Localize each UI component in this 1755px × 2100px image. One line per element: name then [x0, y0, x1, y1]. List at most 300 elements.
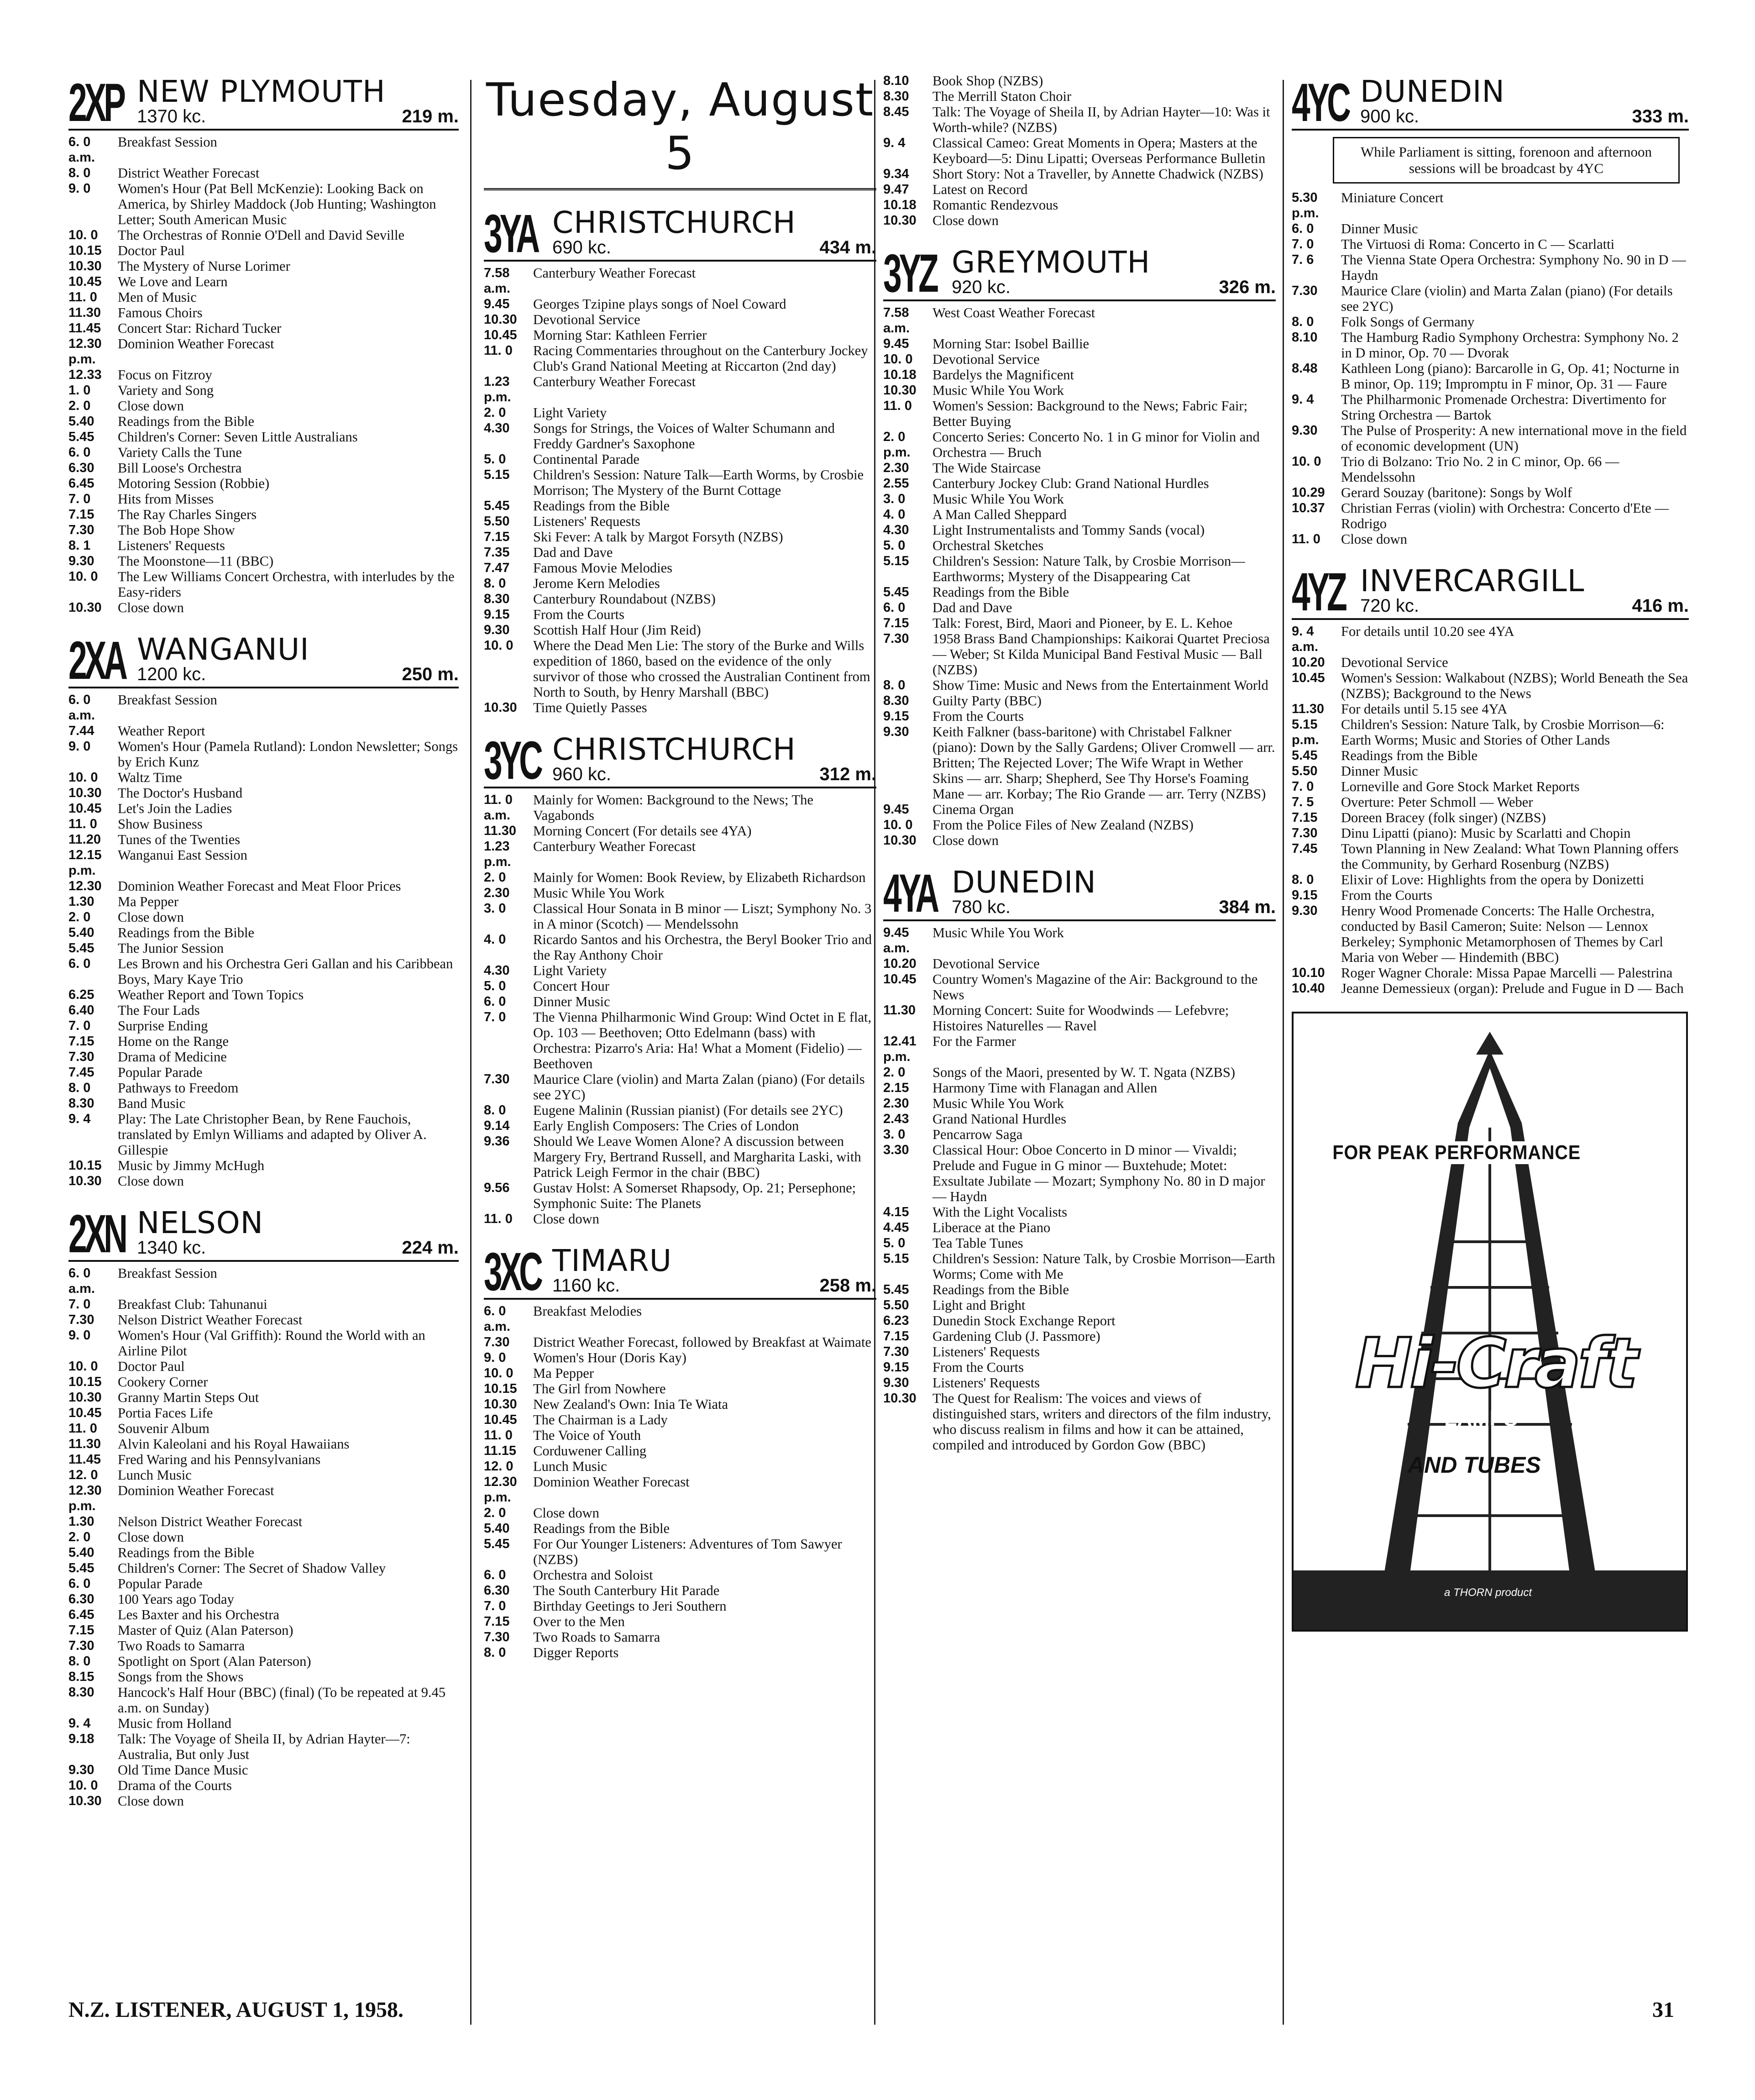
programme-title: Gardening Club (J. Passmore): [933, 1328, 1100, 1344]
programme-title: Romantic Rendezvous: [933, 197, 1058, 213]
programme-time: 7.30: [1292, 826, 1318, 840]
programme-entry: [68, 816, 459, 832]
programme-time: 11.30: [883, 1003, 916, 1018]
page-date-heading: Tuesday, August 5: [484, 73, 876, 190]
advert-maker: a THORN product: [1444, 1586, 1532, 1599]
programme-title: Hancock's Half Hour (BBC) (final) (To be repeated at 9.45 a.m. on Sunday): [118, 1685, 446, 1716]
programme-title: Canterbury Jockey Club: Grand National Hurdles: [933, 476, 1209, 491]
programme-time: 7.44: [68, 724, 94, 738]
programme-entry: [1292, 903, 1689, 965]
programme-title: The Moonstone—11 (BBC): [118, 553, 274, 569]
programme-time: 9.18: [68, 1732, 94, 1746]
programme-title: Overture: Peter Schmoll — Weber: [1341, 794, 1533, 810]
programme-time: 2. 0: [484, 870, 506, 885]
programme-time: 9.45: [883, 802, 909, 817]
programme-time: 6. 0: [484, 1568, 506, 1582]
programme-entry: [484, 870, 876, 885]
programme-entry: [1292, 887, 1689, 903]
programme-entry: [1292, 717, 1689, 748]
programme-entry: [484, 591, 876, 607]
programme-entry: [68, 1669, 459, 1685]
programme-title: The Vienna State Opera Orchestra: Symphony No. 90 in D — Haydn: [1341, 252, 1686, 283]
programme-entry: [484, 452, 876, 467]
programme-title: Roger Wagner Chorale: Missa Papae Marcelli — Palestrina: [1341, 965, 1673, 981]
column-2: [484, 73, 876, 1676]
programme-title: For Our Younger Listeners: Adventures of Tom Sawyer (NZBS): [533, 1536, 842, 1567]
programme-title: Children's Session: Nature Talk, by Crosbie Morrison—6: Earth Worms; Music and Stories of Other Lands: [1341, 717, 1665, 748]
programme-entry: [484, 1567, 876, 1583]
programme-time: 9.30: [1292, 903, 1318, 918]
programme-title: Music While You Work: [533, 885, 665, 901]
programme-entry: [484, 265, 876, 296]
programme-entry: [68, 1778, 459, 1793]
programme-title: Light Variety: [533, 963, 607, 978]
programme-title: Ma Pepper: [118, 894, 178, 909]
station-heading: [552, 732, 876, 785]
programme-title: Trio di Bolzano: Trio No. 2 in C minor, Op. 66 — Mendelssohn: [1341, 454, 1619, 485]
programme-title: Listeners' Requests: [933, 1375, 1040, 1391]
programme-title: Weather Report and Town Topics: [118, 987, 304, 1003]
programme-entry: [68, 1452, 459, 1467]
programme-time: 8. 0: [68, 166, 91, 180]
programme-entry: [883, 398, 1276, 429]
programme-list: [68, 134, 459, 615]
programme-title: Two Roads to Samarra: [118, 1638, 245, 1654]
station-city: TIMARU: [552, 1243, 672, 1278]
programme-title: Readings from the Bible: [933, 1282, 1069, 1297]
programme-entry: [1292, 236, 1689, 252]
programme-entry: [68, 445, 459, 460]
programme-entry: [883, 1360, 1276, 1375]
programme-entry: [68, 1638, 459, 1654]
programme-time: 7. 0: [1292, 779, 1314, 794]
programme-time: 7.30: [68, 1050, 94, 1064]
programme-entry: [484, 994, 876, 1009]
programme-time: 6. 0 a.m.: [484, 1304, 511, 1334]
programme-title: Short Story: Not a Traveller, by Annette Chadwick (NZBS): [933, 166, 1263, 182]
programme-time: 2.30: [883, 461, 909, 475]
programme-entry: [1292, 252, 1689, 283]
programme-time: 10.45: [68, 1406, 102, 1420]
programme-entry: [68, 553, 459, 569]
programme-time: 2. 0: [484, 1506, 506, 1520]
programme-title: Where the Dead Men Lie: The story of the Burke and Wills expedition of 1860, based on the evidence of the only survivor of those who crossed the Australian Continent from North to South, by Henry Marshall (BBC): [533, 638, 870, 700]
programme-entry: [68, 476, 459, 491]
programme-title: Les Baxter and his Orchestra: [118, 1607, 280, 1622]
programme-entry: [883, 1034, 1276, 1065]
programme-entry: [1292, 392, 1689, 423]
programme-time: 10.15: [68, 1375, 102, 1389]
programme-time: 6.25: [68, 987, 94, 1002]
programme-title: Pencarrow Saga: [933, 1127, 1023, 1142]
programme-title: Close down: [118, 600, 184, 615]
station-city: CHRISTCHURCH: [552, 205, 796, 240]
programme-entry: [484, 1071, 876, 1102]
programme-title: Show Business: [118, 816, 203, 832]
programme-title: Mainly for Women: Book Review, by Elizabeth Richardson: [533, 870, 866, 885]
programme-title: Georges Tzipine plays songs of Noel Coward: [533, 296, 786, 312]
programme-time: 5. 0: [484, 979, 506, 993]
programme-title: District Weather Forecast: [118, 165, 260, 181]
programme-time: 10. 0: [484, 638, 513, 653]
programme-title: Devotional Service: [933, 352, 1040, 367]
programme-title: Doctor Paul: [118, 243, 185, 258]
programme-title: West Coast Weather Forecast: [933, 305, 1095, 320]
programme-entry: [68, 785, 459, 801]
programme-title: Elixir of Love: Highlights from the opera by Donizetti: [1341, 872, 1645, 887]
programme-entry: [68, 522, 459, 538]
programme-entry: [484, 1629, 876, 1645]
programme-entry: [484, 560, 876, 576]
programme-time: 5.50: [883, 1298, 909, 1312]
programme-title: Miniature Concert: [1341, 190, 1444, 205]
programme-entry: [883, 1142, 1276, 1204]
station-header: [68, 73, 459, 131]
programme-time: 6. 0 a.m.: [68, 135, 95, 165]
programme-entry: [484, 1381, 876, 1396]
programme-time: 2. 0: [68, 399, 91, 413]
station-heading: [552, 1243, 876, 1296]
programme-time: 10.30: [484, 312, 517, 327]
programme-title: Motoring Session (Robbie): [118, 476, 270, 491]
programme-entry: [883, 817, 1276, 833]
programme-title: Harmony Time with Flanagan and Allen: [933, 1080, 1158, 1096]
programme-entry: [68, 1018, 459, 1034]
programme-title: Close down: [533, 1505, 599, 1521]
programme-time: 5.15: [484, 467, 510, 482]
column-rule: [1283, 80, 1284, 2025]
programme-time: 9.15: [883, 1360, 909, 1375]
programme-title: Ski Fever: A talk by Margot Forsyth (NZBS): [533, 529, 783, 545]
programme-entry: [68, 134, 459, 165]
programme-entry: [68, 1685, 459, 1716]
programme-entry: [883, 1344, 1276, 1360]
programme-time: 3. 0: [883, 492, 906, 506]
station-wavelength: 312 m.: [819, 764, 876, 784]
programme-time: 8.30: [883, 89, 909, 104]
programme-entry: [883, 213, 1276, 228]
station-block: [484, 731, 876, 1227]
programme-title: Early English Composers: The Cries of London: [533, 1118, 799, 1134]
programme-time: 6.45: [68, 476, 94, 491]
programme-time: 9.45: [883, 336, 909, 351]
programme-title: The Pulse of Prosperity: A new international move in the field of economic development (UN): [1341, 423, 1687, 454]
programme-time: 6. 0: [1292, 221, 1314, 236]
programme-entry: [1292, 624, 1689, 655]
programme-entry: [883, 925, 1276, 956]
programme-title: Women's Session: Background to the News; Fabric Fair; Better Buying: [933, 398, 1248, 429]
programme-time: 11. 0: [484, 343, 513, 358]
station-block: [68, 1204, 459, 1809]
programme-title: From the Courts: [933, 709, 1024, 724]
programme-title: Tunes of the Twenties: [118, 832, 241, 847]
programme-list: [484, 792, 876, 1227]
programme-entry: [68, 723, 459, 739]
programme-title: Cookery Corner: [118, 1374, 208, 1390]
programme-title: The Wide Staircase: [933, 460, 1041, 476]
station-header: [883, 863, 1276, 924]
station-wavelength: 434 m.: [819, 237, 876, 257]
station-callsign: 2XA: [68, 630, 125, 691]
programme-entry: [484, 1428, 876, 1443]
programme-title: Book Shop (NZBS): [933, 73, 1043, 89]
station-heading: [552, 205, 876, 258]
station-block: [68, 73, 459, 615]
station-heading: [1360, 563, 1689, 616]
programme-title: Guilty Party (BBC): [933, 693, 1042, 709]
programme-entry: [1292, 841, 1689, 872]
programme-title: Listeners' Requests: [118, 538, 225, 553]
programme-time: 7.15: [68, 1034, 94, 1049]
station-callsign: 2XP: [68, 72, 123, 133]
programme-entry: [68, 1065, 459, 1080]
programme-time: 9. 0: [68, 739, 91, 754]
programme-list: [883, 925, 1276, 1453]
programme-title: Variety Calls the Tune: [118, 445, 242, 460]
programme-entry: [883, 553, 1276, 584]
programme-title: Racing Commentaries throughout on the Canterbury Jockey Club's Grand National Meeting at Riccarton (2nd day): [533, 343, 868, 374]
programme-time: 5.45: [883, 585, 909, 599]
programme-title: Old Time Dance Music: [118, 1762, 248, 1778]
station-city: DUNEDIN: [952, 865, 1096, 900]
programme-title: Corduwener Calling: [533, 1443, 647, 1459]
programme-time: 5.45: [68, 941, 94, 956]
programme-title: Bill Loose's Orchestra: [118, 460, 242, 476]
programme-title: Talk: The Voyage of Sheila II, by Adrian Hayter—10: Was it Worth-while? (NZBS): [933, 104, 1270, 135]
programme-title: Waltz Time: [118, 770, 182, 785]
programme-title: New Zealand's Own: Inia Te Wiata: [533, 1396, 728, 1412]
programme-time: 8.45: [883, 105, 909, 119]
programme-entry: [1292, 423, 1689, 454]
programme-title: Drama of the Courts: [118, 1778, 232, 1793]
programme-entry: [883, 429, 1276, 460]
programme-entry: [68, 739, 459, 770]
programme-time: 5. 0: [883, 538, 906, 553]
programme-entry: [68, 1576, 459, 1591]
programme-entry: [484, 405, 876, 420]
programme-entry: [484, 622, 876, 638]
programme-title: Dinu Lipatti (piano): Music by Scarlatti and Chopin: [1341, 825, 1631, 841]
programme-title: Popular Parade: [118, 1065, 203, 1080]
station-frequency: 690 kc.: [552, 237, 611, 257]
programme-entry: [1292, 825, 1689, 841]
programme-title: District Weather Forecast, followed by Breakfast at Waimate: [533, 1334, 871, 1350]
programme-entry: [68, 878, 459, 894]
page-number: 31: [1652, 1998, 1674, 2022]
programme-time: 9.30: [68, 1763, 94, 1777]
programme-title: Children's Session: Nature Talk, by Crosbie Morrison—Earth Worms; Come with Me: [933, 1251, 1275, 1282]
programme-entry: [1292, 763, 1689, 779]
programme-title: Mainly for Women: Background to the News; The Vagabonds: [533, 792, 813, 823]
programme-entry: [883, 507, 1276, 522]
programme-entry: [68, 507, 459, 522]
programme-time: 2. 0: [68, 1530, 91, 1544]
programme-entry: [883, 305, 1276, 336]
programme-entry: [883, 1251, 1276, 1282]
programme-entry: [484, 374, 876, 405]
programme-time: 5.40: [68, 925, 94, 940]
programme-entry: [484, 978, 876, 994]
station-header: [1292, 562, 1689, 620]
programme-entry: [68, 367, 459, 383]
programme-title: Weather Report: [118, 723, 205, 739]
programme-time: 7.30: [484, 1072, 510, 1087]
station-frequency: 1200 kc.: [137, 664, 206, 684]
programme-entry: [883, 1065, 1276, 1080]
programme-entry: [883, 971, 1276, 1003]
programme-entry: [484, 312, 876, 327]
programme-title: 100 Years ago Today: [118, 1591, 234, 1607]
programme-title: Pathways to Freedom: [118, 1080, 239, 1096]
programme-entry: [68, 894, 459, 909]
programme-time: 10.30: [883, 833, 917, 848]
station-city: INVERCARGILL: [1360, 563, 1585, 598]
programme-title: The Junior Session: [118, 940, 224, 956]
programme-title: Concerto Series: Concerto No. 1 in G minor for Violin and Orchestra — Bruch: [933, 429, 1260, 460]
programme-time: 10. 0: [68, 770, 98, 785]
programme-title: Nelson District Weather Forecast: [118, 1312, 303, 1328]
programme-title: Morning Star: Isobel Baillie: [933, 336, 1090, 352]
programme-time: 6. 0: [484, 994, 506, 1009]
station-frequency: 920 kc.: [952, 277, 1011, 297]
programme-title: The Mystery of Nurse Lorimer: [118, 258, 290, 274]
programme-entry: [883, 584, 1276, 600]
programme-title: Play: The Late Christopher Bean, by Rene Fauchois, translated by Emlyn Williams and adapted by Oliver A. Gillespie: [118, 1111, 427, 1158]
programme-entry: [484, 638, 876, 700]
programme-time: 10.45: [1292, 671, 1325, 685]
programme-title: The Hamburg Radio Symphony Orchestra: Symphony No. 2 in D minor, Op. 70 — Dvorak: [1341, 330, 1679, 361]
programme-entry: [484, 1598, 876, 1614]
programme-entry: [68, 1421, 459, 1436]
programme-entry: [883, 1282, 1276, 1297]
programme-title: Granny Martin Steps Out: [118, 1390, 259, 1405]
station-city: WANGANUI: [137, 632, 309, 667]
programme-time: 9.30: [68, 554, 94, 568]
station-callsign: 3XC: [484, 1241, 540, 1302]
programme-time: 10. 0: [484, 1366, 513, 1381]
programme-entry: [484, 1505, 876, 1521]
programme-entry: [484, 1303, 876, 1334]
programme-time: 8.30: [68, 1096, 94, 1111]
programme-list: [68, 692, 459, 1189]
programme-time: 12.30 p.m.: [484, 1475, 517, 1505]
programme-time: 11.45: [68, 321, 101, 336]
programme-title: Talk: The Voyage of Sheila II, by Adrian Hayter—7: Australia, But only Just: [118, 1731, 410, 1762]
programme-time: 12.33: [68, 368, 102, 382]
programme-time: 7.30: [68, 1638, 94, 1653]
programme-entry: [68, 274, 459, 289]
programme-list: [1292, 190, 1689, 547]
programme-title: Doctor Paul: [118, 1359, 185, 1374]
station-header: [68, 630, 459, 691]
station-city: GREYMOUTH: [952, 245, 1151, 280]
programme-entry: [68, 1297, 459, 1312]
programme-time: 10. 0: [883, 352, 913, 367]
programme-title: Famous Choirs: [118, 305, 203, 320]
programme-time: 7.15: [1292, 810, 1318, 825]
programme-time: 2.55: [883, 476, 909, 491]
programme-entry: [883, 677, 1276, 693]
programme-title: Music While You Work: [933, 1096, 1064, 1111]
programme-entry: [883, 336, 1276, 352]
programme-entry: [68, 940, 459, 956]
programme-title: Orchestral Sketches: [933, 538, 1044, 553]
programme-time: 10.30: [68, 1390, 102, 1405]
programme-title: Souvenir Album: [118, 1421, 210, 1436]
programme-entry: [68, 600, 459, 615]
station-block: [484, 1242, 876, 1660]
programme-entry: [68, 770, 459, 785]
programme-title: Doreen Bracey (folk singer) (NZBS): [1341, 810, 1546, 825]
programme-entry: [1292, 655, 1689, 670]
programme-list: [68, 1265, 459, 1809]
programme-entry: [68, 1622, 459, 1638]
programme-title: Classical Cameo: Great Moments in Opera; Masters at the Keyboard—5: Dinu Lipatti; Overseas Performance Bulletin: [933, 135, 1266, 166]
advert-brand: Hi-Craft: [1355, 1324, 1635, 1403]
programme-entry: [1292, 361, 1689, 392]
programme-title: Canterbury Roundabout (NZBS): [533, 591, 716, 607]
programme-entry: [68, 1080, 459, 1096]
programme-entry: [484, 963, 876, 978]
footer-issue: N.Z. LISTENER, AUGUST 1, 1958.: [68, 1998, 403, 2022]
programme-title: Listeners' Requests: [533, 514, 641, 529]
programme-time: 9.45 a.m.: [883, 925, 910, 956]
programme-entry: [484, 1474, 876, 1505]
programme-title: Music While You Work: [933, 491, 1064, 507]
programme-title: Orchestra and Soloist: [533, 1567, 653, 1583]
programme-time: 10.30: [883, 1391, 917, 1406]
programme-time: 10.30: [68, 1794, 102, 1808]
programme-time: 2.30: [883, 1096, 909, 1111]
programme-time: 10.15: [68, 243, 102, 258]
column-rule: [470, 80, 471, 2025]
programme-entry: [68, 956, 459, 987]
programme-entry: [883, 538, 1276, 553]
programme-title: Children's Session: Nature Talk—Earth Worms, by Crosbie Morrison; The Mystery of the Burnt Cottage: [533, 467, 864, 498]
arrow-icon: [1476, 1032, 1504, 1055]
programme-time: 10. 0: [883, 818, 913, 832]
programme-entry: [1292, 283, 1689, 314]
programme-title: Jeanne Demessieux (organ): Prelude and Fugue in D — Bach: [1341, 981, 1684, 996]
programme-time: 10.30: [68, 259, 102, 273]
programme-time: 8. 0: [484, 1103, 506, 1118]
programme-entry: [484, 1334, 876, 1350]
programme-entry: [68, 1436, 459, 1452]
station-frequency: 720 kc.: [1360, 596, 1419, 616]
programme-time: 11. 0: [883, 399, 912, 413]
programme-entry: [68, 692, 459, 723]
programme-time: 7. 0: [1292, 237, 1314, 252]
programme-title: Women's Hour (Val Griffith): Round the World with an Airline Pilot: [118, 1328, 425, 1359]
programme-time: 7.58 a.m.: [484, 266, 511, 296]
programme-title: Portia Faces Life: [118, 1405, 213, 1421]
programme-time: 7.30: [484, 1630, 510, 1644]
programme-entry: [1292, 748, 1689, 763]
programme-title: Scottish Half Hour (Jim Reid): [533, 622, 701, 638]
hi-craft-advert: [1292, 1012, 1688, 1632]
programme-entry: [1292, 500, 1689, 531]
programme-list: [1292, 624, 1689, 996]
programme-time: 5.15: [883, 1251, 909, 1266]
programme-time: 11. 0: [1292, 532, 1320, 546]
programme-entry: [484, 1645, 876, 1660]
programme-time: 11.30: [68, 305, 101, 320]
programme-title: Keith Falkner (bass-baritone) with Christabel Falkner (piano): Down by the Sally Gardens; Oliver Cromwell — arr. Britten; The Rejected Lover; The Wife Wrapt in Wether Skins — arr. Sharp; Shepherd, See Thy Horse's Foaming Mane — arr. Korbay; The Rio Grande — arr. Terry (NZBS): [933, 724, 1275, 802]
programme-time: 5.45: [68, 1561, 94, 1575]
programme-time: 8. 1: [68, 538, 91, 553]
programme-time: 1.30: [68, 894, 94, 909]
programme-entry: [883, 1204, 1276, 1220]
